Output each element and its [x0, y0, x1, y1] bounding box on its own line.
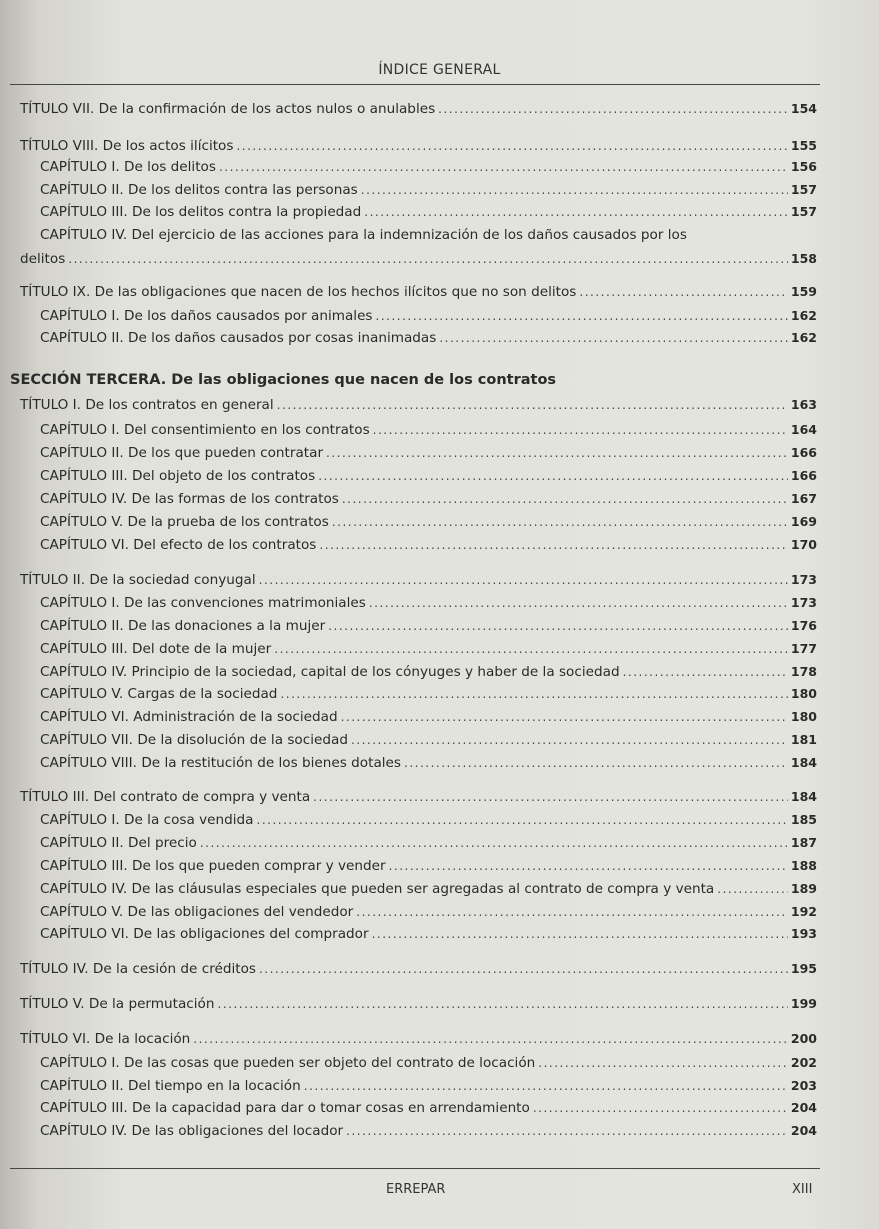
toc-entry-page-number: 177: [790, 641, 817, 656]
dot-leader: [328, 617, 788, 635]
dot-leader: [236, 137, 787, 155]
toc-chapter-entry: [40, 880, 817, 898]
section-heading: SECCIÓN TERCERA. De las obligaciones que nacen de los contratos: [10, 372, 557, 388]
dot-leader: [304, 1077, 788, 1095]
toc-entry-page-number: 181: [790, 732, 817, 747]
toc-entry-label: CAPÍTULO V. De las obligaciones del vendedor: [40, 904, 354, 920]
toc-title-entry: [20, 1030, 817, 1048]
dot-leader: [389, 857, 788, 875]
toc-entry-label: TÍTULO II. De la sociedad conyugal: [20, 572, 256, 588]
toc-entry-label: TÍTULO III. Del contrato de compra y venta: [20, 789, 311, 805]
dot-leader: [356, 903, 788, 921]
toc-entry-page-number: 204: [790, 1100, 817, 1115]
dot-leader: [376, 307, 788, 325]
toc-chapter-entry: [40, 513, 817, 531]
toc-entry-label: CAPÍTULO IV. Del ejercicio de las acciones para la indemnización de los daños causados por los: [40, 227, 687, 243]
dot-leader: [342, 490, 788, 508]
toc-entry-label: TÍTULO I. De los contratos en general: [20, 397, 274, 413]
dot-leader: [404, 754, 788, 772]
toc-entry-page-number: 180: [790, 709, 817, 724]
toc-entry-page-number: 167: [790, 491, 817, 506]
toc-chapter-entry: [40, 1122, 817, 1140]
dot-leader: [369, 594, 788, 612]
toc-chapter-entry: [40, 329, 817, 347]
toc-entry-page-number: 185: [790, 812, 817, 827]
toc-entry-page-number: 163: [790, 397, 817, 412]
toc-entry-page-number: 162: [790, 308, 817, 323]
toc-chapter-entry: [40, 811, 817, 829]
toc-entry-label: CAPÍTULO I. De los delitos: [40, 159, 216, 175]
toc-entry-label: TÍTULO VIII. De los actos ilícitos: [20, 138, 234, 154]
toc-entry-label: CAPÍTULO I. Del consentimiento en los contratos: [40, 422, 370, 438]
toc-entry-label: CAPÍTULO I. De las convenciones matrimoniales: [40, 595, 366, 611]
dot-leader: [717, 880, 788, 898]
toc-entry-label: CAPÍTULO I. De las cosas que pueden ser objeto del contrato de locación: [40, 1055, 536, 1071]
dot-leader: [438, 100, 788, 118]
toc-entry-page-number: 203: [790, 1078, 817, 1093]
toc-entry-label: CAPÍTULO II. Del tiempo en la locación: [40, 1078, 301, 1094]
toc-title-entry: [20, 571, 817, 589]
dot-leader: [274, 640, 788, 658]
dot-leader: [200, 834, 788, 852]
dot-leader: [364, 203, 788, 221]
dot-leader: [538, 1054, 788, 1072]
toc-chapter-entry: [40, 226, 687, 244]
toc-entry-page-number: 189: [790, 881, 817, 896]
toc-entry-label: CAPÍTULO II. De las donaciones a la mujer: [40, 618, 326, 634]
dot-leader: [259, 571, 788, 589]
toc-entry-page-number: 156: [790, 159, 817, 174]
toc-chapter-entry: [20, 250, 817, 268]
toc-entry-label: CAPÍTULO VII. De la disolución de la sociedad: [40, 732, 348, 748]
toc-entry-page-number: 184: [790, 789, 817, 804]
dot-leader: [326, 444, 788, 462]
toc-entry-label: CAPÍTULO I. De los daños causados por animales: [40, 308, 373, 324]
toc-entry-page-number: 184: [790, 755, 817, 770]
dot-leader: [373, 421, 788, 439]
toc-chapter-entry: [40, 925, 817, 943]
toc-entry-page-number: 176: [790, 618, 817, 633]
toc-entry-page-number: 164: [790, 422, 817, 437]
toc-entry-label: TÍTULO IX. De las obligaciones que nacen de los hechos ilícitos que no son delitos: [20, 284, 577, 300]
toc-chapter-entry: [40, 421, 817, 439]
toc-entry-page-number: 188: [790, 858, 817, 873]
toc-entry-page-number: 193: [790, 926, 817, 941]
dot-leader: [219, 158, 788, 176]
dot-leader: [439, 329, 788, 347]
footer-page-number: XIII: [792, 1182, 813, 1197]
toc-entry-page-number: 173: [790, 595, 817, 610]
toc-title-entry: [20, 100, 817, 118]
toc-entry-page-number: 204: [790, 1123, 817, 1138]
dot-leader: [341, 708, 788, 726]
toc-entry-label: CAPÍTULO II. De los delitos contra las personas: [40, 182, 358, 198]
toc-chapter-entry: [40, 857, 817, 875]
toc-entry-page-number: 178: [790, 664, 817, 679]
toc-title-entry: [20, 137, 817, 155]
toc-chapter-entry: [40, 1099, 817, 1117]
toc-entry-label: delitos: [20, 251, 66, 267]
dot-leader: [332, 513, 788, 531]
toc-entry-label: CAPÍTULO VI. De las obligaciones del comprador: [40, 926, 369, 942]
toc-entry-page-number: 192: [790, 904, 817, 919]
toc-chapter-entry: [40, 834, 817, 852]
toc-entry-label: CAPÍTULO V. De la prueba de los contratos: [40, 514, 329, 530]
toc-entry-label: CAPÍTULO I. De la cosa vendida: [40, 812, 254, 828]
toc-entry-page-number: 170: [790, 537, 817, 552]
toc-chapter-entry: [40, 536, 817, 554]
toc-chapter-entry: [40, 490, 817, 508]
toc-entry-page-number: 154: [790, 101, 817, 116]
toc-entry-page-number: 166: [790, 468, 817, 483]
toc-entry-page-number: 162: [790, 330, 817, 345]
toc-entry-label: CAPÍTULO III. De los delitos contra la propiedad: [40, 204, 362, 220]
toc-entry-page-number: 199: [790, 996, 817, 1011]
toc-chapter-entry: [40, 594, 817, 612]
toc-entry-label: TÍTULO VI. De la locación: [20, 1031, 191, 1047]
toc-chapter-entry: [40, 1077, 817, 1095]
toc-entry-page-number: 202: [790, 1055, 817, 1070]
toc-entry-label: CAPÍTULO IV. De las obligaciones del locador: [40, 1123, 344, 1139]
page-header-title: ÍNDICE GENERAL: [378, 62, 501, 78]
dot-leader: [277, 396, 788, 414]
toc-entry-label: CAPÍTULO III. Del dote de la mujer: [40, 641, 272, 657]
toc-title-entry: [20, 788, 817, 806]
toc-entry-page-number: 157: [790, 204, 817, 219]
toc-chapter-entry: [40, 708, 817, 726]
dot-leader: [579, 283, 788, 301]
toc-chapter-entry: [40, 1054, 817, 1072]
header-rule: [10, 84, 820, 85]
toc-title-entry: [20, 995, 817, 1013]
toc-entry-label: CAPÍTULO IV. De las formas de los contratos: [40, 491, 339, 507]
toc-entry-label: CAPÍTULO II. De los daños causados por cosas inanimadas: [40, 330, 437, 346]
dot-leader: [257, 811, 788, 829]
toc-chapter-entry: [40, 640, 817, 658]
toc-chapter-entry: [40, 731, 817, 749]
toc-entry-label: CAPÍTULO III. De los que pueden comprar y vender: [40, 858, 386, 874]
toc-chapter-entry: [40, 617, 817, 635]
toc-entry-page-number: 155: [790, 138, 817, 153]
dot-leader: [533, 1099, 788, 1117]
toc-entry-label: CAPÍTULO IV. De las cláusulas especiales que pueden ser agregadas al contrato de compra y venta: [40, 881, 715, 897]
footer-publisher: ERREPAR: [386, 1182, 446, 1197]
toc-chapter-entry: [40, 444, 817, 462]
dot-leader: [346, 1122, 788, 1140]
toc-chapter-entry: [40, 203, 817, 221]
toc-entry-label: CAPÍTULO III. Del objeto de los contratos: [40, 468, 316, 484]
toc-entry-page-number: 169: [790, 514, 817, 529]
toc-entry-page-number: 159: [790, 284, 817, 299]
toc-entry-page-number: 200: [790, 1031, 817, 1046]
toc-chapter-entry: [40, 181, 817, 199]
toc-entry-label: CAPÍTULO VIII. De la restitución de los bienes dotales: [40, 755, 401, 771]
toc-entry-label: CAPÍTULO II. De los que pueden contratar: [40, 445, 324, 461]
toc-entry-label: CAPÍTULO IV. Principio de la sociedad, capital de los cónyuges y haber de la sociedad: [40, 664, 620, 680]
toc-entry-page-number: 173: [790, 572, 817, 587]
dot-leader: [361, 181, 788, 199]
toc-entry-page-number: 195: [790, 961, 817, 976]
dot-leader: [280, 685, 787, 703]
toc-entry-label: TÍTULO VII. De la confirmación de los actos nulos o anulables: [20, 101, 436, 117]
toc-title-entry: [20, 960, 817, 978]
toc-chapter-entry: [40, 307, 817, 325]
toc-entry-page-number: 157: [790, 182, 817, 197]
dot-leader: [319, 536, 788, 554]
toc-chapter-entry: [40, 685, 817, 703]
dot-leader: [259, 960, 788, 978]
dot-leader: [623, 663, 788, 681]
toc-chapter-entry: [40, 467, 817, 485]
toc-entry-label: CAPÍTULO VI. Administración de la sociedad: [40, 709, 338, 725]
footer-rule: [10, 1168, 820, 1169]
toc-entry-page-number: 187: [790, 835, 817, 850]
toc-entry-label: TÍTULO V. De la permutación: [20, 996, 215, 1012]
dot-leader: [218, 995, 788, 1013]
dot-leader: [313, 788, 788, 806]
toc-entry-label: CAPÍTULO VI. Del efecto de los contratos: [40, 537, 317, 553]
toc-title-entry: [20, 396, 817, 414]
toc-entry-label: CAPÍTULO V. Cargas de la sociedad: [40, 686, 278, 702]
toc-chapter-entry: [40, 754, 817, 772]
dot-leader: [372, 925, 788, 943]
toc-entry-page-number: 166: [790, 445, 817, 460]
toc-title-entry: [20, 283, 817, 301]
toc-chapter-entry: [40, 158, 817, 176]
dot-leader: [318, 467, 788, 485]
toc-entry-page-number: 180: [790, 686, 817, 701]
toc-entry-label: CAPÍTULO III. De la capacidad para dar o tomar cosas en arrendamiento: [40, 1100, 530, 1116]
dot-leader: [68, 250, 788, 268]
toc-chapter-entry: [40, 663, 817, 681]
dot-leader: [351, 731, 788, 749]
toc-entry-page-number: 158: [790, 251, 817, 266]
toc-entry-label: CAPÍTULO II. Del precio: [40, 835, 197, 851]
toc-chapter-entry: [40, 903, 817, 921]
toc-entry-label: TÍTULO IV. De la cesión de créditos: [20, 961, 256, 977]
dot-leader: [193, 1030, 788, 1048]
